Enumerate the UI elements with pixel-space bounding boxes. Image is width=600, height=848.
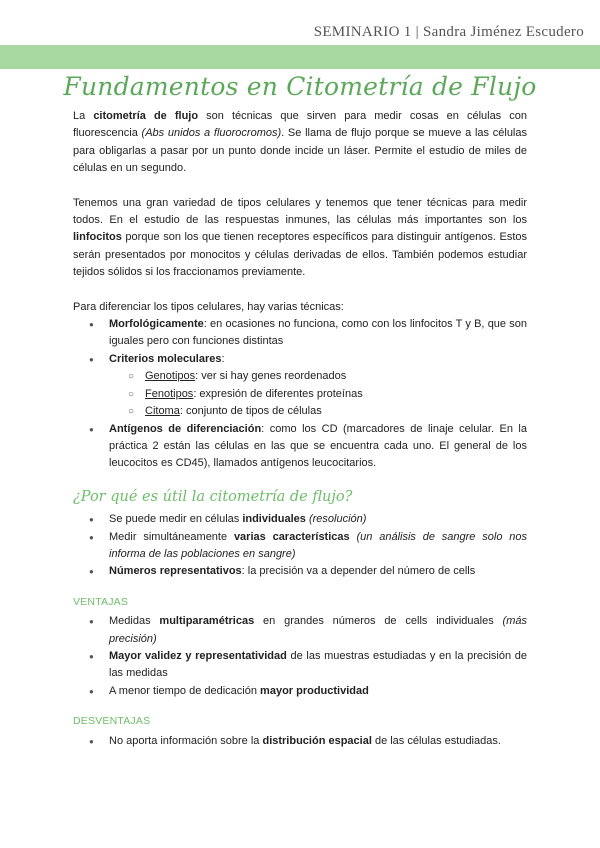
section-heading-why: ¿Por qué es útil la citometría de flujo?	[73, 488, 353, 505]
header-text: SEMINARIO 1 | Sandra Jiménez Escudero	[313, 24, 584, 40]
desventajas-list	[73, 733, 527, 750]
list-item: ● Morfológicamente: en ocasiones no funciona, como con los linfocitos T y B, que son iguales pero con funciones distintas	[73, 316, 527, 351]
sub-list-item: ○ Genotipos: ver si hay genes reordenados	[73, 368, 527, 385]
list-item: ● No aporta información sobre la distribución espacial de las células estudiadas.	[73, 733, 527, 750]
list-item: ● Antígenos de diferenciación: como los CD (marcadores de linaje celular. En la práctica 2 están las células en las que se encuentra cada uno. El general de los leucocitos es CD45), llamados antígenos leucocitarios.	[73, 421, 527, 473]
techniques-list	[73, 316, 527, 473]
ventajas-list	[73, 613, 527, 700]
why-list	[73, 511, 527, 581]
sub-list-item: ○ Fenotipos: expresión de diferentes proteínas	[73, 386, 527, 403]
sub-list-item: ○ Citoma: conjunto de tipos de células	[73, 403, 527, 420]
intro-paragraph-2: Tenemos una gran variedad de tipos celulares y tenemos que tener técnicas para medir todos. En el estudio de las respuestas inmunes, las células más importantes son los linfocitos porque son los que tienen receptores específicos para distinguir antígenos. Estos serán presentados por monocitos y células derivadas de ellos. También podemos estudiar tejidos sólidos si los fraccionamos previamente.	[73, 196, 527, 279]
document-body	[73, 108, 527, 750]
list-item: ● Mayor validez y representatividad de las muestras estudiadas y en la precisión de las medidas	[73, 648, 527, 683]
intro-paragraph-3: Para diferenciar los tipos celulares, hay varias técnicas:	[73, 300, 344, 313]
intro-paragraph-1: La citometría de flujo son técnicas que sirven para medir cosas en células con fluorescencia (Abs unidos a fluorocromos). Se llama de flujo porque se mueve a las células para obligarlas a pasar por un punto donde incide un láser. Permite el estudio de miles de células en un segundo.	[73, 110, 527, 175]
list-item: ● Medidas multiparamétricas en grandes números de cells individuales (más precisión)	[73, 613, 527, 648]
section-heading-ventajas: VENTAJAS	[73, 595, 129, 608]
header-band	[0, 45, 600, 69]
section-heading-desventajas: DESVENTAJAS	[73, 715, 151, 728]
page-title: Fundamentos en Citometría de Flujo	[63, 72, 537, 101]
list-item: ● Criterios moleculares:	[73, 351, 527, 368]
page-header	[0, 0, 600, 68]
list-item: ● Medir simultáneamente varias características (un análisis de sangre solo nos informa de las poblaciones en sangre)	[73, 529, 527, 564]
list-item: ● Se puede medir en células individuales (resolución)	[73, 511, 527, 528]
list-item: ● A menor tiempo de dedicación mayor productividad	[73, 683, 527, 700]
list-item: ● Números representativos: la precisión va a depender del número de cells	[73, 563, 527, 580]
